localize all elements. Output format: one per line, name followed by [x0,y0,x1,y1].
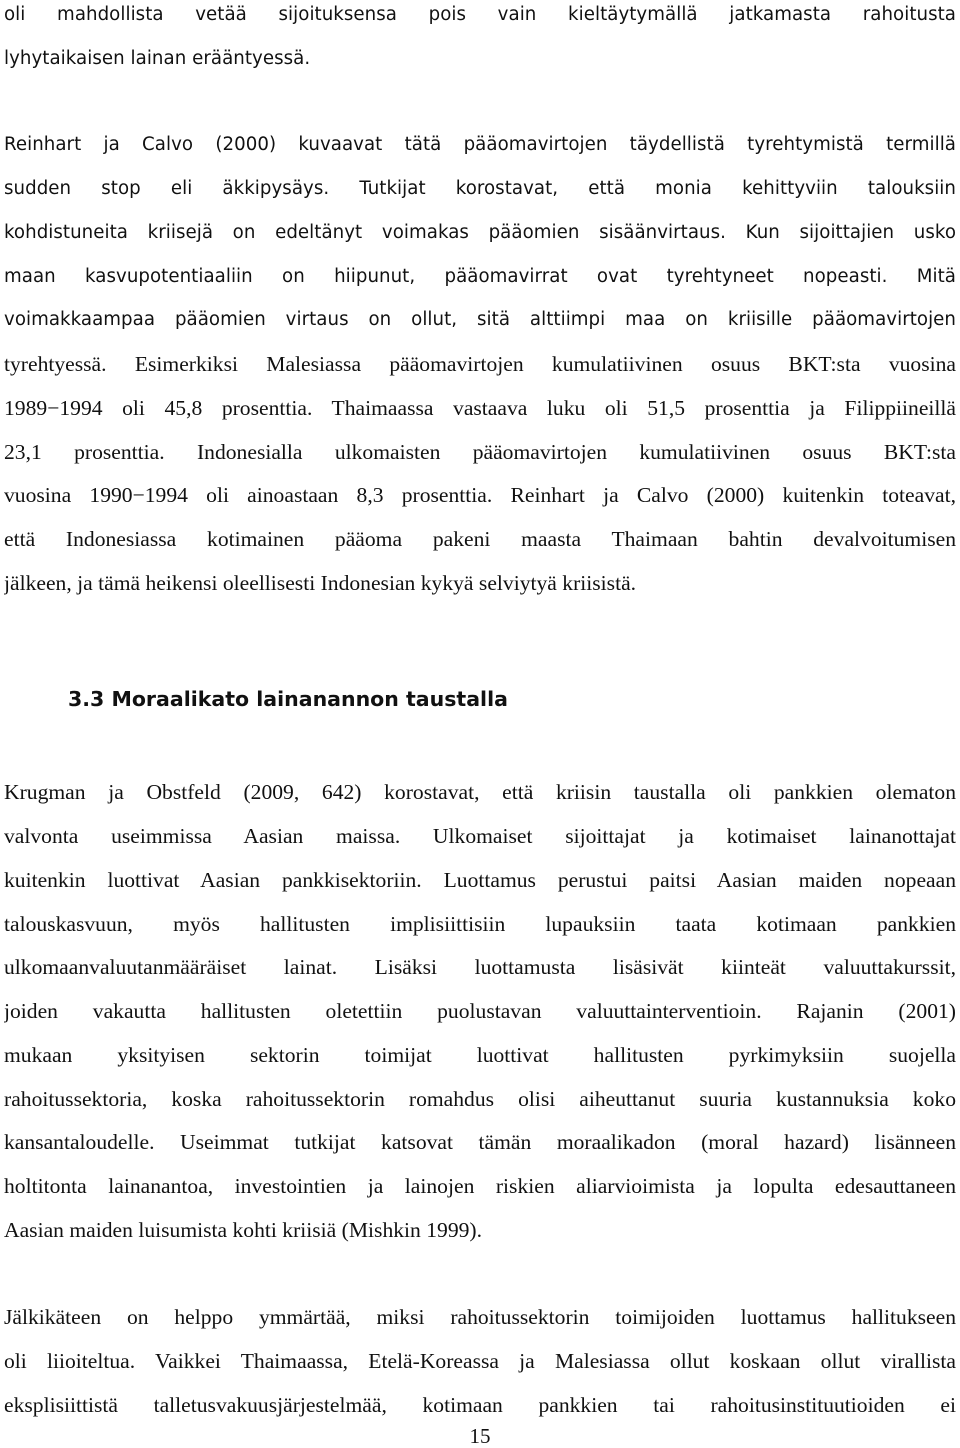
paragraph-3-line-6: joiden vakautta hallitusten oletettiin puolustavan valuuttainterventioin. Rajanin (2001) [4,999,956,1023]
paragraph-2-line-2: sudden stop eli äkkipysäys. Tutkijat korostavat, että monia kehittyviin talouksiin [4,178,956,199]
paragraph-1-line-1: oli mahdollista vetää sijoituksensa pois vain kieltäytymällä jatkamasta rahoitusta [4,4,956,25]
page-number: 15 [469,1424,491,1448]
paragraph-3-line-3: kuitenkin luottivat Aasian pankkisektoriin. Luottamus perustui paitsi Aasian maiden nopeaan [4,868,956,892]
paragraph-2-line-5: voimakkaampaa pääomien virtaus on ollut, sitä alttiimpi maa on kriisille pääomavirtojen [4,309,956,330]
paragraph-2-line-7: 1989−1994 oli 45,8 prosenttia. Thaimaassa vastaava luku oli 51,5 prosenttia ja Filippiineillä [4,396,956,420]
paragraph-3-line-1: Krugman ja Obstfeld (2009, 642) korostavat, että kriisin taustalla oli pankkien olematon [4,780,956,804]
paragraph-2-line-1: Reinhart ja Calvo (2000) kuvaavat tätä pääomavirtojen täydellistä tyrehtymistä termillä [4,134,956,155]
paragraph-3-line-7: mukaan yksityisen sektorin toimijat luottivat hallitusten pyrkimyksiin suojella [4,1043,956,1067]
paragraph-2-line-8: 23,1 prosenttia. Indonesialla ulkomaisten pääomavirtojen kumulatiivinen osuus BKT:sta [4,440,956,464]
section-heading: 3.3 Moraalikato lainanannon taustalla [68,687,508,711]
paragraph-2-line-11: jälkeen, ja tämä heikensi oleellisesti Indonesian kykyä selviytyä kriisistä. [4,571,637,595]
paragraph-3-line-4: talouskasvuun, myös hallitusten implisiittisiin lupauksiin taata kotimaan pankkien [4,912,956,936]
paragraph-4-line-1: Jälkikäteen on helppo ymmärtää, miksi rahoitussektorin toimijoiden luottamus hallitukseen [4,1305,956,1329]
paragraph-3-line-8: rahoitussektoria, koska rahoitussektorin romahdus olisi aiheuttanut suuria kustannuksia koko [4,1087,956,1111]
paragraph-4-line-3: eksplisiittistä talletusvakuusjärjestelmää, kotimaan pankkien tai rahoitusinstituutioiden ei [4,1393,956,1417]
paragraph-3-line-5: ulkomaanvaluutanmääräiset lainat. Lisäksi luottamusta lisäsivät kiinteät valuuttakurssit, [4,955,956,979]
paragraph-3-line-10: holtitonta lainanantoa, investointien ja lainojen riskien aliarvioimista ja lopulta edesauttaneen [4,1174,956,1198]
paragraph-1-line-2: lyhytaikaisen lainan erääntyessä. [4,48,311,69]
paragraph-3-line-2: valvonta useimmissa Aasian maissa. Ulkomaiset sijoittajat ja kotimaiset lainanottajat [4,824,956,848]
paragraph-2-line-4: maan kasvupotentiaaliin on hiipunut, pääomavirrat ovat tyrehtyneet nopeasti. Mitä [4,266,956,287]
paragraph-2-line-3: kohdistuneita kriisejä on edeltänyt voimakas pääomien sisäänvirtaus. Kun sijoittajien usko [4,222,956,243]
paragraph-3-line-11: Aasian maiden luisumista kohti kriisiä (Mishkin 1999). [4,1218,483,1242]
paragraph-4-line-2: oli liioiteltua. Vaikkei Thaimaassa, Etelä-Koreassa ja Malesiassa ollut koskaan ollut virallista [4,1349,956,1373]
paragraph-2-line-9: vuosina 1990−1994 oli ainoastaan 8,3 prosenttia. Reinhart ja Calvo (2000) kuitenkin toteavat, [4,483,956,507]
paragraph-3-line-9: kansantaloudelle. Useimmat tutkijat katsovat tämän moraalikadon (moral hazard) lisänneen [4,1130,956,1154]
paragraph-2-line-10: että Indonesiassa kotimainen pääoma pakeni maasta Thaimaan bahtin devalvoitumisen [4,527,956,551]
paragraph-2-line-6: tyrehtyessä. Esimerkiksi Malesiassa pääomavirtojen kumulatiivinen osuus BKT:sta vuosina [4,352,956,376]
